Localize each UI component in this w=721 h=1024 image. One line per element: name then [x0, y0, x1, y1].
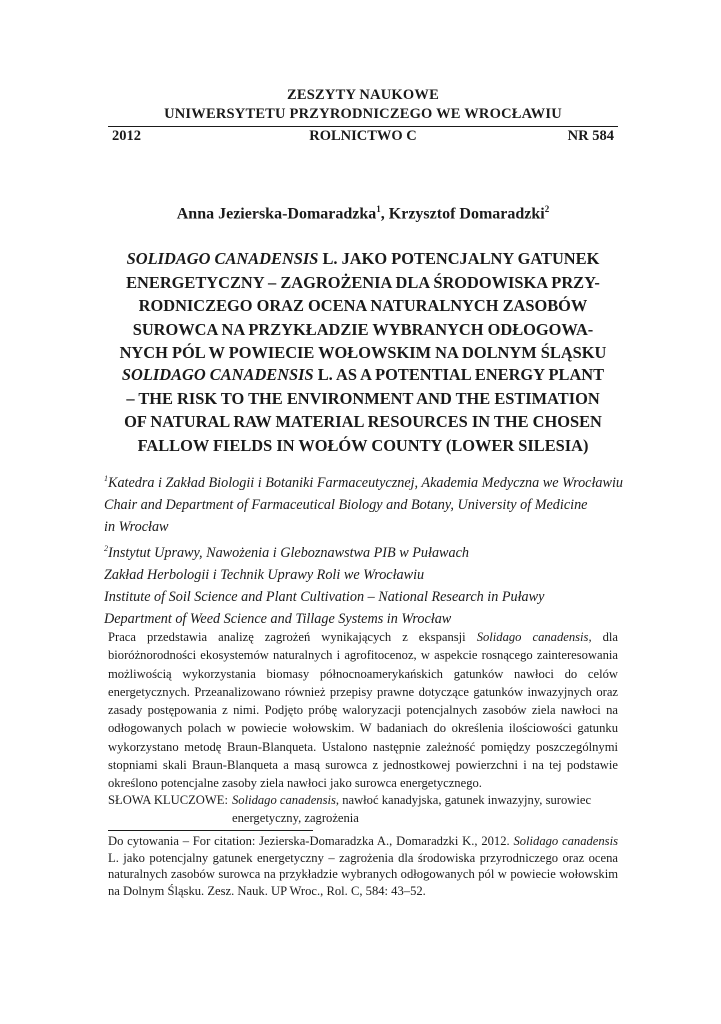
author-2: Krzysztof Domaradzki: [388, 205, 545, 223]
author-separator: ,: [380, 205, 389, 223]
author-1-affiliation-mark: 1: [376, 204, 381, 214]
title-english-line2: – THE RISK TO THE ENVIRONMENT AND THE ESTIMATION: [126, 388, 600, 408]
citation-text-start: Do cytowania – For citation: Jezierska-Domaradzka A., Domaradzki K., 2012.: [108, 834, 514, 848]
affiliation-2-mark: 2: [104, 544, 108, 553]
affiliation-2-line2: Zakład Herbologii i Technik Uprawy Roli we Wrocławiu: [104, 567, 425, 583]
journal-name-line1: ZESZYTY NAUKOWE: [287, 87, 439, 103]
abstract-species: Solidago canadensis,: [476, 630, 592, 644]
affiliation-1-mark: 1: [104, 474, 108, 483]
issue-year: 2012: [112, 128, 141, 144]
abstract: [108, 628, 618, 793]
affiliation-2-line1: [104, 538, 624, 564]
affiliation-1-text: Katedra i Zakład Biologii i Botaniki Farmaceutycznej, Akademia Medyczna we Wrocławiu: [108, 475, 623, 491]
title-english-species: SOLIDAGO CANADENSIS: [121, 365, 314, 384]
title-polish-line4: SUROWCA NA PRZYKŁADZIE WYBRANYCH ODŁOGOWA-: [132, 319, 594, 339]
author-2-affiliation-mark: 2: [544, 204, 550, 214]
affiliation-2-text: Instytut Uprawy, Nawożenia i Gleboznawstwa PIB w Puławach: [108, 545, 469, 561]
citation-species: Solidago canadensis: [513, 834, 618, 848]
keywords-label: SŁOWA KLUCZOWE:: [108, 793, 228, 807]
keywords-text: [228, 791, 618, 827]
keywords-row: [108, 791, 618, 827]
affiliation-1-line2: Chair and Department of Farmaceutical Biology and Botany, University of Medicine: [104, 497, 588, 513]
citation: [108, 833, 618, 899]
title-polish-line1-rest: L. JAKO POTENCJALNY GATUNEK: [318, 249, 600, 268]
title-polish-species: SOLIDAGO CANADENSIS: [126, 249, 319, 268]
affiliation-1-line1: [104, 468, 624, 494]
author-1: Anna Jezierska-Domaradzka: [176, 205, 377, 223]
keywords-species: Solidago canadensis: [231, 793, 336, 807]
title-english: [108, 363, 618, 457]
title-polish-line3: RODNICZEGO ORAZ OCENA NATURALNYCH ZASOBÓW: [138, 296, 588, 316]
title-english-line1-rest: L. AS A POTENTIAL ENERGY PLANT: [313, 365, 605, 384]
affiliation-1-line3: in Wrocław: [104, 519, 169, 535]
affiliation-2-line3: Institute of Soil Science and Plant Cultivation – National Research in Puławy: [104, 589, 545, 605]
issue-number: NR 584: [567, 128, 614, 144]
title-polish-line1: [108, 247, 618, 271]
keywords-rest: , nawłoć kanadyjska, gatunek inwazyjny, surowiec energetyczny, zagrożenia: [231, 793, 592, 825]
title-polish: [108, 247, 618, 365]
keywords: [108, 791, 618, 827]
citation-text-rest: L. jako potencjalny gatunek energetyczny – zagrożenia dla środowiska przyrodniczego oraz ocena naturalnych zasobów surowca na przykładzie wybranych odłogowanych pól w powiecie wołowskim na Dolnym Śląsku. Zesz. Nauk. UP Wroc., Rol. C, 584: 43–52.: [108, 850, 618, 898]
title-english-line3: OF NATURAL RAW MATERIAL RESOURCES IN THE CHOSEN: [124, 412, 602, 432]
issue-section: ROLNICTWO C: [309, 128, 417, 144]
journal-name-line2: UNIWERSYTETU PRZYRODNICZEGO WE WROCŁAWIU: [164, 106, 562, 122]
title-english-line4: FALLOW FIELDS IN WOŁÓW COUNTY (LOWER SILESIA): [137, 435, 589, 455]
citation-divider: [108, 830, 313, 831]
affiliation-2-line4: Department of Weed Science and Tillage Systems in Wrocław: [104, 611, 452, 627]
title-polish-line2: ENERGETYCZNY – ZAGROŻENIA DLA ŚRODOWISKA PRZY-: [126, 272, 600, 292]
author-list: [108, 204, 618, 223]
title-english-line1: [108, 363, 618, 387]
title-polish-line5: NYCH PÓL W POWIECIE WOŁOWSKIM NA DOLNYM ŚLĄSKU: [119, 343, 607, 363]
issue-info-row: [108, 126, 618, 146]
abstract-text-rest: dla bioróżnorodności ekosystemów naturalnych i agrofitocenoz, w aspekcie rosnącego zainteresowania możliwością wykorzystania biomasy północnoamerykańskich gatunków nawłoci do celów energetycznych. Przeanalizowano również przepisy prawne dotyczące gatunków inwazyjnych oraz zasady postępowania z nimi. Podjęto próbę waloryzacji potencjalnych zasobów ziela nawłoci na odłogowanych polach w powiecie wołowskim. W badaniach do określenia ilościowości gatunku wykorzystano metodę Braun-Blanqueta. Ustalono następnie zależność pomiędzy poszczególnymi stopniami skali Braun-Blanqueta a masą surowca z jednostkowej powierzchni i na tej podstawie określono potencjalne zasoby ziela nawłoci jako surowca energetycznego.: [108, 630, 618, 791]
affiliations: [104, 468, 624, 630]
abstract-text-start: Praca przedstawia analizę zagrożeń wynikających z ekspansji: [108, 630, 477, 644]
